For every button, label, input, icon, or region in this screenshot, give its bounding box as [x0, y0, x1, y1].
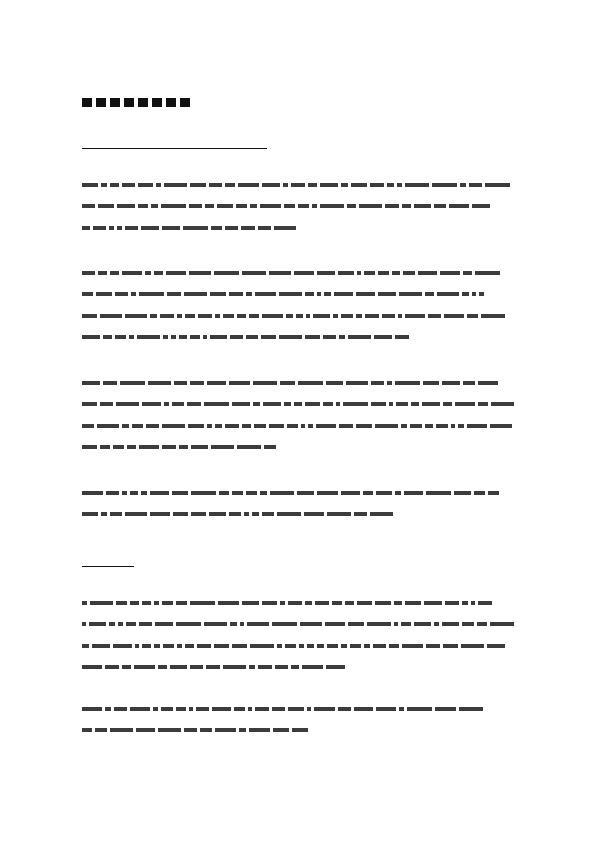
paragraph-2	[82, 262, 502, 348]
section-heading-2	[82, 555, 134, 567]
paragraph-6	[82, 698, 502, 741]
text-line	[82, 657, 502, 679]
text-line	[82, 482, 502, 504]
text-line	[82, 635, 502, 657]
text-line	[82, 284, 502, 306]
section-heading-1	[82, 137, 267, 149]
text-line	[82, 614, 502, 636]
text-line	[82, 196, 502, 218]
text-line	[82, 437, 502, 459]
text-line	[82, 305, 502, 327]
paragraph-3	[82, 372, 502, 458]
text-line	[82, 504, 502, 526]
paragraph-5	[82, 592, 502, 678]
text-line	[82, 372, 502, 394]
paragraph-4	[82, 482, 502, 525]
text-line	[82, 327, 502, 349]
text-line	[82, 262, 502, 284]
paragraph-1	[82, 174, 502, 239]
document-title	[82, 98, 194, 107]
text-line	[82, 415, 502, 437]
text-line	[82, 720, 502, 742]
text-line	[82, 394, 502, 416]
text-line	[82, 174, 502, 196]
text-line	[82, 698, 502, 720]
text-line	[82, 592, 502, 614]
text-line	[82, 217, 502, 239]
